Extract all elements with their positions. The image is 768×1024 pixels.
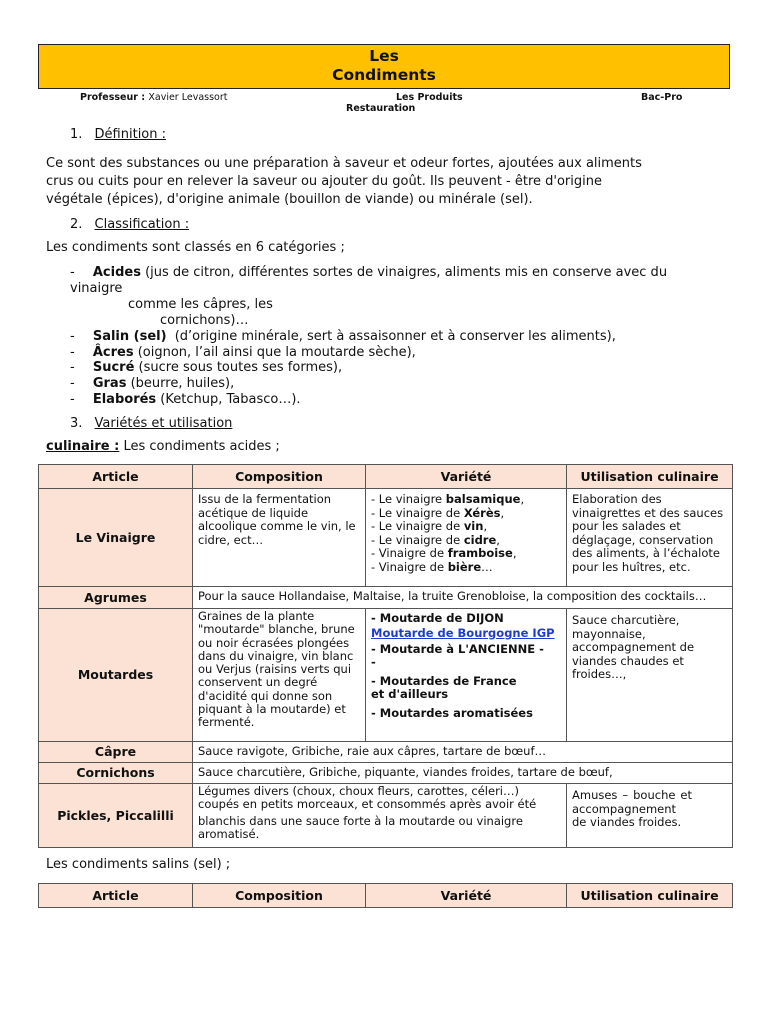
subject-line2: Restauration (346, 103, 416, 114)
moutarde-bourgogne-link[interactable]: Moutarde de Bourgogne IGP (371, 625, 555, 640)
acides-table (38, 464, 733, 848)
vinaigre-composition: Issu de la fermentation acétique de liquide alcoolique comme le vin, le cidre, ect… (198, 492, 356, 547)
vinaigre-utilisation: Elaboration des vinaigrettes et des sauces pour les salades et déglaçage, conservation des aliments, à l’échalote pour les huîtres, etc. (572, 492, 724, 574)
table-header-row (39, 465, 733, 489)
item-name: Salin (sel) (92, 329, 167, 344)
header-variete: Variété (366, 884, 567, 908)
item-name: Acides (92, 265, 141, 280)
header-composition: Composition (193, 465, 366, 489)
vinaigre-varietes (371, 490, 561, 575)
item-name: Elaborés (92, 392, 157, 407)
definition-line: végétale (épices), d'origine animale (bouillon de viande) ou minérale (sel). (46, 192, 533, 207)
item-name: Âcres (92, 345, 134, 360)
cell-variete (366, 609, 567, 742)
acides-desc-line3: comme les câpres, les (128, 297, 273, 312)
item-desc: (beurre, huiles), (130, 376, 235, 391)
section3-title-line2-row (46, 439, 280, 454)
section2-heading (70, 217, 189, 232)
professor-label: Professeur : (80, 92, 146, 103)
header-utilisation: Utilisation culinaire (567, 884, 733, 908)
item-name: Gras (92, 376, 127, 391)
salins-table (38, 883, 733, 908)
moutarde-v6: - Moutardes aromatisées (371, 705, 533, 720)
moutarde-v1: - Moutarde de DIJON (371, 611, 504, 625)
pickles-composition (198, 785, 543, 846)
section3-number: 3. (70, 416, 83, 431)
section3-title-line1: Variétés et utilisation (94, 416, 233, 431)
cell-utilisation (567, 609, 733, 742)
section2-title: Classification : (94, 217, 190, 232)
variete-item: - Vinaigre de framboise, (371, 546, 517, 561)
acides-subtitle: Les condiments acides ; (123, 439, 280, 454)
moutardes-utilisation: Sauce charcutière, mayonnaise, accompagnement de viandes chaudes et froides…, (572, 613, 695, 682)
table-row (39, 609, 733, 742)
classification-item-acres (70, 345, 416, 361)
agrumes-text: Pour la sauce Hollandaise, Maltaise, la truite Grenobloise, la composition des cocktails… (198, 589, 707, 603)
moutarde-v3: - Moutarde à L'ANCIENNE - (371, 641, 544, 656)
cell-agrumes (193, 587, 733, 609)
variete-item: - Vinaigre de bière… (371, 559, 493, 574)
variete-item: - Le vinaigre de vin, (371, 519, 488, 534)
classification-intro: Les condiments sont classés en 6 catégories ; (46, 240, 345, 255)
table-header-row (39, 884, 733, 908)
acides-desc-line4: cornichons)… (160, 313, 249, 328)
classification-item-elabores (70, 392, 301, 408)
section3-title-line2: culinaire : (46, 439, 120, 454)
definition-text (46, 155, 642, 209)
item-desc: (sucre sous toutes ses formes), (138, 360, 343, 375)
item-name: Sucré (92, 360, 135, 375)
variete-item: - Le vinaigre de cidre, (371, 532, 500, 547)
row-article-agrumes: Agrumes (39, 587, 193, 609)
item-desc: (oignon, l’ail ainsi que la moutarde sèche), (137, 345, 416, 360)
moutardes-composition: Graines de la plante "moutarde" blanche, brune ou noir écrasées plongées dans du vinaigre, vin blanc ou Verjus (raisins verts qui conservent un degré d'acidité qui donne son piquant à la moutarde) et fermenté. (198, 610, 355, 730)
bullet-dash: - (70, 345, 75, 360)
title-line1: Les (369, 47, 399, 65)
classification-item-gras (70, 376, 234, 392)
definition-line: Ce sont des substances ou une préparation à saveur et odeur fortes, ajoutées aux aliments (46, 156, 642, 171)
header-article: Article (39, 884, 193, 908)
row-article-capre: Câpre (39, 742, 193, 763)
title-line2: Condiments (332, 66, 436, 84)
table-row (39, 763, 733, 784)
cell-cornichons (193, 763, 733, 784)
moutarde-v5a: - Moutardes de France (371, 673, 517, 688)
item-desc: (Ketchup, Tabasco…). (160, 392, 301, 407)
bullet-dash: - (70, 265, 75, 280)
header-composition: Composition (193, 884, 366, 908)
salins-subtitle: Les condiments salins (sel) ; (46, 857, 231, 872)
section3-heading (70, 416, 232, 431)
cell-capre (193, 742, 733, 763)
subject-line1: Les Produits (396, 92, 463, 103)
cell-utilisation (567, 784, 733, 848)
row-article-pickles: Pickles, Piccalilli (39, 784, 193, 848)
acides-desc-line2: vinaigre (70, 281, 123, 296)
row-article-cornichons: Cornichons (39, 763, 193, 784)
capre-text: Sauce ravigote, Gribiche, raie aux câpres, tartare de bœuf… (198, 744, 547, 758)
header-utilisation: Utilisation culinaire (567, 465, 733, 489)
table-row (39, 587, 733, 609)
cell-utilisation (567, 489, 733, 587)
header-article: Article (39, 465, 193, 489)
pickles-utilisation: Amuses – bouche et accompagnement de viandes froides. (572, 788, 692, 830)
bullet-dash: - (70, 360, 75, 375)
row-article-moutardes: Moutardes (39, 609, 193, 742)
table-row (39, 742, 733, 763)
pickles-composition-line2: blanchis dans une sauce forte à la moutarde ou vinaigre aromatisé. (198, 814, 523, 841)
cell-composition (193, 489, 366, 587)
pickles-composition-line1: Légumes divers (choux, choux fleurs, carottes, céleri…) coupés en petits morceaux, et consommés après avoir été (198, 785, 537, 811)
classification-item-sucre (70, 360, 342, 376)
header-variete: Variété (366, 465, 567, 489)
moutarde-v4: - (371, 655, 376, 670)
section1-heading (70, 127, 166, 142)
professor (80, 92, 228, 103)
title-banner (38, 44, 730, 89)
table-row (39, 489, 733, 587)
item-desc: (d’origine minérale, sert à assaisonner et à conserver les aliments), (174, 329, 616, 344)
cornichons-text: Sauce charcutière, Gribiche, piquante, viandes froides, tartare de bœuf, (198, 765, 613, 779)
row-article-vinaigre: Le Vinaigre (39, 489, 193, 587)
level: Bac-Pro (641, 92, 683, 103)
bullet-dash: - (70, 329, 75, 344)
variete-item: - Le vinaigre balsamique, (371, 492, 525, 506)
definition-line: crus ou cuits pour en relever la saveur ou ajouter du goût. Ils peuvent - être d'origine (46, 174, 602, 189)
section1-title: Définition : (94, 127, 167, 142)
classification-item-acides (70, 265, 750, 281)
table-row (39, 784, 733, 848)
classification-item-salin (70, 329, 616, 345)
moutarde-v5b: et d'ailleurs (371, 687, 449, 702)
section2-number: 2. (70, 217, 83, 232)
cell-composition (193, 609, 366, 742)
variete-item: - Le vinaigre de Xérès, (371, 505, 505, 520)
item-desc: (jus de citron, différentes sortes de vinaigres, aliments mis en conserve avec du (145, 265, 668, 280)
section1-number: 1. (70, 127, 83, 142)
bullet-dash: - (70, 392, 75, 407)
cell-variete (366, 489, 567, 587)
cell-pickles-composition (193, 784, 567, 848)
professor-name: Xavier Levassort (148, 92, 228, 103)
header-rule (38, 88, 730, 89)
bullet-dash: - (70, 376, 75, 391)
